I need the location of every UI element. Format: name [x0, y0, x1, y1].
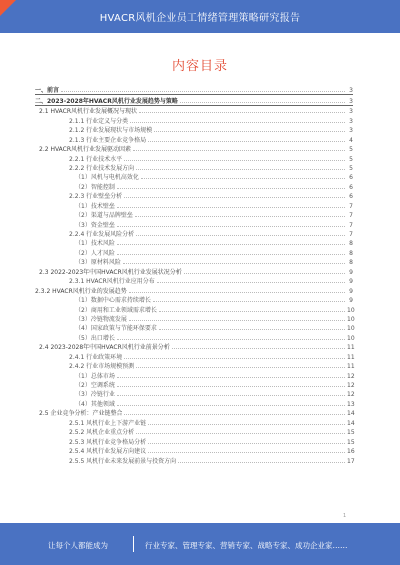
- toc-leader-dots: [136, 366, 345, 368]
- toc-entry-page: 11: [347, 363, 355, 371]
- toc-entry[interactable]: [35, 115, 353, 124]
- table-of-contents: [35, 85, 353, 465]
- toc-entry[interactable]: [35, 351, 353, 360]
- toc-leader-dots: [123, 262, 345, 264]
- toc-leader-dots: [117, 394, 345, 396]
- toc-leader-dots: [117, 206, 345, 208]
- toc-entry-label: 2.5.5 风机行业未来发展前景与投资方向: [69, 457, 177, 465]
- toc-entry[interactable]: [35, 304, 353, 313]
- toc-entry-page: 10: [347, 325, 355, 333]
- toc-entry-page: 16: [347, 448, 355, 456]
- toc-entry-page: 11: [347, 344, 355, 352]
- toc-leader-dots: [136, 234, 345, 236]
- footer-slogan-left: 让每个人都能成为: [48, 541, 108, 550]
- toc-entry-label: （5）出口增长: [75, 334, 115, 342]
- toc-entry-label: （2）渠道与品牌壁垒: [75, 212, 133, 220]
- toc-entry[interactable]: [35, 380, 353, 389]
- toc-entry[interactable]: [35, 276, 353, 285]
- toc-entry-label: 2.5.3 风机行业竞争格局分析: [69, 438, 147, 446]
- page-number: 1: [343, 513, 347, 519]
- toc-entry-label: 2.5.4 风机行业发展方向建议: [69, 448, 147, 456]
- toc-heading: 内容目录: [171, 59, 228, 74]
- toc-entry-label: （1）风机与电机高效化: [75, 174, 139, 182]
- toc-leader-dots: [117, 253, 345, 255]
- toc-entry[interactable]: [35, 398, 353, 407]
- toc-entry-page: 3: [349, 127, 353, 135]
- toc-entry-page: 3: [349, 108, 353, 116]
- toc-entry-page: 17: [347, 457, 355, 465]
- toc-entry-page: 8: [349, 259, 353, 267]
- toc-leader-dots: [117, 225, 345, 227]
- toc-entry-page: 5: [349, 155, 353, 163]
- toc-entry-page: 13: [347, 400, 355, 408]
- toc-entry-label: （4）国家政策与节能环保要求: [75, 325, 157, 333]
- toc-leader-dots: [124, 196, 345, 198]
- toc-entry[interactable]: [35, 342, 353, 351]
- toc-entry[interactable]: [35, 144, 353, 153]
- toc-entry-label: 2.1.2 行业发展现状与市场规模: [69, 127, 153, 135]
- toc-entry-label: （4）其他领域: [75, 400, 115, 408]
- toc-entry-page: 3: [349, 97, 353, 105]
- toc-entry-label: 2.4.2 行业市场规模预测: [69, 363, 135, 371]
- toc-entry-page: 14: [347, 419, 355, 427]
- toc-entry[interactable]: [35, 85, 353, 95]
- toc-entry-page: 3: [349, 117, 353, 125]
- toc-entry-page: 9: [349, 297, 353, 305]
- toc-entry-page: 15: [347, 429, 355, 437]
- toc-entry-label: 2.1.3 行业主要企业竞争格局: [69, 136, 147, 144]
- toc-entry[interactable]: [35, 361, 353, 370]
- toc-entry-page: 7: [349, 202, 353, 210]
- toc-entry-label: 2.2.4 行业发展风险分析: [69, 231, 135, 238]
- toc-entry[interactable]: [35, 247, 353, 256]
- toc-entry-label: 2.5.2 风机企业重点分析: [69, 429, 135, 437]
- toc-entry[interactable]: [35, 238, 353, 247]
- toc-entry-label: 2.3.1 HVACR风机行业应用分布: [69, 278, 155, 286]
- toc-entry[interactable]: [35, 257, 353, 266]
- toc-entry[interactable]: [35, 285, 353, 294]
- toc-entry-label: 2.3 2022-2023年中国HVACR风机行业发展状况分析: [39, 268, 182, 276]
- toc-entry[interactable]: [35, 332, 353, 341]
- toc-entry[interactable]: [35, 408, 353, 417]
- footer-divider: [133, 536, 134, 552]
- toc-entry-label: （3）冷链行业: [75, 391, 115, 399]
- toc-entry-page: 15: [347, 438, 355, 446]
- toc-entry[interactable]: [35, 323, 353, 332]
- toc-entry[interactable]: [35, 229, 353, 238]
- corner-decoration: [0, 0, 16, 16]
- toc-leader-dots: [154, 130, 345, 132]
- toc-entry-label: （2）人才风险: [75, 249, 115, 257]
- footer-slogan-right: 行业专家、管理专家、营销专家、战略专家、成功企业家……: [145, 541, 348, 550]
- toc-leader-dots: [148, 451, 345, 453]
- toc-leader-dots: [124, 413, 345, 415]
- toc-entry-label: 一、前言: [35, 87, 60, 95]
- toc-entry-label: （1）总体市场: [75, 372, 115, 380]
- toc-entry-label: 2.4.1 行业政策环境: [69, 353, 123, 361]
- toc-entry-label: （1）数据中心需求持续增长: [75, 297, 151, 305]
- toc-entry-label: 2.5.1 风机行业上下游产业链: [69, 419, 147, 427]
- toc-entry-page: 12: [347, 382, 355, 389]
- toc-entry-page: 6: [349, 183, 353, 191]
- toc-entry-page: 8: [349, 249, 353, 257]
- toc-leader-dots: [148, 140, 345, 142]
- toc-leader-dots: [159, 328, 345, 330]
- toc-entry-label: 2.1 HVACR风机行业发展概况与现状: [39, 108, 138, 116]
- toc-entry-label: （1）技术风险: [75, 240, 115, 248]
- toc-entry-page: 6: [349, 174, 353, 182]
- toc-leader-dots: [129, 291, 345, 293]
- toc-entry[interactable]: [35, 125, 353, 134]
- toc-entry-page: 9: [349, 268, 353, 276]
- toc-entry[interactable]: [35, 295, 353, 304]
- toc-entry[interactable]: [35, 314, 353, 323]
- toc-leader-dots: [61, 90, 345, 92]
- toc-entry[interactable]: [35, 181, 353, 190]
- toc-entry[interactable]: [35, 219, 353, 228]
- toc-leader-dots: [133, 149, 345, 151]
- toc-entry-page: 9: [349, 287, 353, 295]
- toc-entry-label: （2）商用和工业领域需求增长: [75, 306, 157, 314]
- toc-leader-dots: [153, 300, 345, 302]
- toc-entry-page: 10: [347, 306, 355, 314]
- toc-entry-label: （1）技术壁垒: [75, 202, 115, 210]
- toc-entry[interactable]: [35, 266, 353, 275]
- toc-entry-page: 12: [347, 372, 355, 380]
- toc-entry[interactable]: [35, 95, 353, 105]
- toc-leader-dots: [130, 121, 345, 123]
- toc-entry-page: 5: [349, 164, 353, 172]
- toc-entry[interactable]: [35, 446, 353, 455]
- toc-entry-page: 11: [347, 353, 355, 361]
- toc-entry[interactable]: [35, 172, 353, 181]
- toc-entry[interactable]: [35, 210, 353, 219]
- toc-entry-label: 2.5 企业竞争分析：产业链整合: [39, 410, 123, 418]
- toc-entry[interactable]: [35, 134, 353, 143]
- toc-entry[interactable]: [35, 436, 353, 445]
- toc-leader-dots: [184, 272, 345, 274]
- toc-leader-dots: [159, 310, 345, 312]
- toc-entry[interactable]: [35, 417, 353, 426]
- toc-leader-dots: [124, 357, 345, 359]
- toc-leader-dots: [180, 101, 345, 103]
- toc-entry-label: （2）智能控制: [75, 183, 115, 191]
- toc-leader-dots: [136, 168, 345, 170]
- toc-entry-page: 7: [349, 221, 353, 229]
- document-title: HVACR风机企业员工情绪管理策略研究报告: [99, 13, 301, 24]
- toc-entry-page: 8: [349, 240, 353, 248]
- toc-leader-dots: [136, 432, 345, 434]
- toc-leader-dots: [117, 243, 345, 245]
- toc-leader-dots: [148, 423, 345, 425]
- toc-entry[interactable]: [35, 153, 353, 162]
- toc-leader-dots: [141, 177, 345, 179]
- toc-leader-dots: [135, 215, 345, 217]
- toc-entry[interactable]: [35, 191, 353, 200]
- toc-leader-dots: [117, 376, 345, 378]
- toc-entry-page: 14: [347, 410, 355, 418]
- toc-entry-label: （3）资金壁垒: [75, 221, 115, 229]
- toc-entry-label: 2.2.3 行业壁垒分析: [69, 193, 123, 201]
- toc-entry-label: 2.2 HVACR风机行业发展驱动因素: [39, 146, 132, 154]
- toc-entry-label: （2）空调系统: [75, 382, 115, 389]
- toc-entry-page: 4: [349, 136, 353, 144]
- toc-leader-dots: [157, 281, 345, 283]
- toc-leader-dots: [117, 385, 345, 387]
- toc-leader-dots: [124, 159, 345, 161]
- toc-entry-label: （3）原材料风险: [75, 259, 121, 267]
- toc-entry-page: 5: [349, 146, 353, 154]
- toc-entry-page: 6: [349, 193, 353, 201]
- footer-bar: [0, 523, 400, 565]
- toc-entry-label: 2.4 2023-2028年中国HVACR风机行业前景分析: [39, 344, 170, 352]
- toc-entry[interactable]: [35, 370, 353, 379]
- toc-entry-label: 2.2.2 行业技术发展方向: [69, 164, 135, 172]
- toc-leader-dots: [117, 187, 345, 189]
- toc-entry[interactable]: [35, 389, 353, 398]
- toc-entry-label: 二、2023-2028年HVACR风机行业发展趋势与策略: [35, 97, 178, 105]
- toc-leader-dots: [148, 442, 345, 444]
- toc-entry[interactable]: [35, 427, 353, 436]
- toc-entry-page: 7: [349, 212, 353, 220]
- toc-entry-label: 2.2.1 行业技术水平: [69, 155, 123, 163]
- toc-entry[interactable]: [35, 106, 353, 115]
- toc-entry-label: 2.3.2 HVACR风机行业的发展趋势: [35, 287, 127, 295]
- toc-leader-dots: [178, 461, 345, 463]
- toc-entry-page: 12: [347, 391, 355, 399]
- toc-entry-page: 10: [347, 315, 355, 323]
- toc-entry-page: 10: [347, 334, 355, 342]
- toc-entry-page: 3: [349, 87, 353, 95]
- toc-leader-dots: [172, 347, 345, 349]
- toc-entry-page: 7: [349, 231, 353, 238]
- toc-entry[interactable]: [35, 163, 353, 172]
- toc-entry-label: 2.1.1 行业定义与分类: [69, 117, 129, 125]
- toc-entry-page: 9: [349, 278, 353, 286]
- toc-leader-dots: [129, 319, 345, 321]
- toc-leader-dots: [139, 111, 345, 113]
- toc-entry-label: （3）冷链物流发展: [75, 315, 127, 323]
- toc-leader-dots: [117, 338, 345, 340]
- toc-leader-dots: [117, 404, 345, 406]
- toc-entry[interactable]: [35, 455, 353, 464]
- toc-entry[interactable]: [35, 200, 353, 209]
- header-bar: [0, 0, 400, 33]
